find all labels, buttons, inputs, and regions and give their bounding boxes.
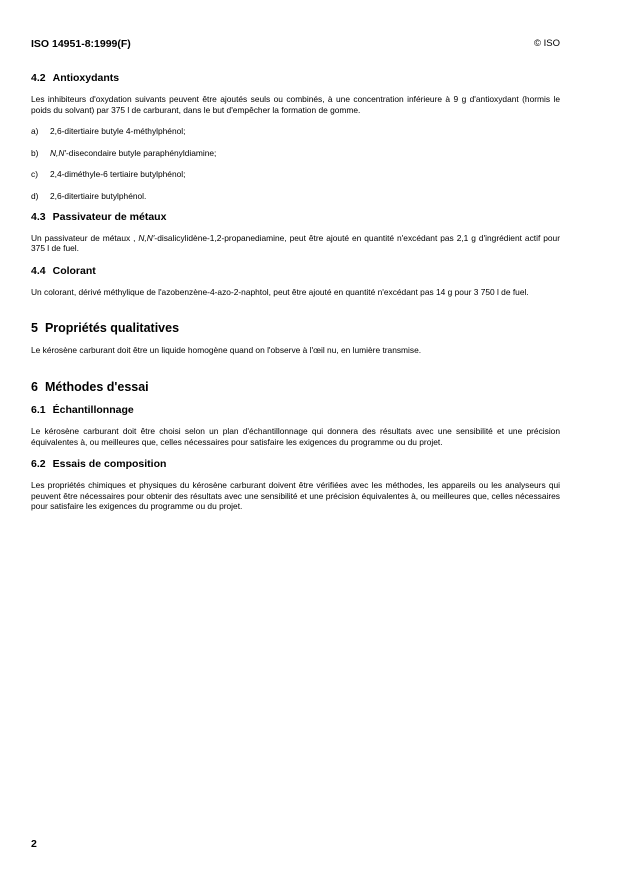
heading-4-3: 4.3 Passivateur de métaux <box>31 210 167 223</box>
copyright-notice: © ISO <box>533 38 560 49</box>
paragraph-6-2: Les propriétés chimiques et physiques du kérosène carburant doivent être vérifiées avec les méthodes, les appareils ou les analyseurs qui peuvent être nécessaires pour obtenir des résultats avec une sensibilité et une précision équivalentes à, ou meilleures que, celles nécessaires pour satisfaire les exigences du programme ou du projet. <box>31 480 560 512</box>
heading-4-4: 4.4 Colorant <box>31 264 96 277</box>
document-id: ISO 14951-8:1999(F) <box>31 38 131 50</box>
page-content <box>31 72 560 523</box>
list-item: c) 2,4-diméthyle-6 tertiaire butylphénol; <box>31 169 186 180</box>
paragraph-4-2-intro: Les inhibiteurs d'oxydation suivants peuvent être ajoutés seuls ou combinés, à une concentration inférieure à 9 g d'antioxydant (hormis le poids du solvant) par 375 l de carburant, dans le but d'empêcher la formation de gomme. <box>31 94 560 115</box>
list-item: b) N,N′-disecondaire butyle paraphényldiamine; <box>31 147 217 158</box>
heading-6: 6 Méthodes d'essai <box>31 379 149 394</box>
list-item: a) 2,6-ditertiaire butyle 4-méthylphénol; <box>31 126 186 137</box>
paragraph-4-4: Un colorant, dérivé méthylique de l'azobenzène-4-azo-2-naphtol, peut être ajouté en quantité n'excédant pas 14 g pour 3 750 l de fuel. <box>31 286 529 297</box>
paragraph-6-1: Le kérosène carburant doit être choisi selon un plan d'échantillonnage qui donnera des résultats avec une sensibilité et une précision équivalentes à, ou meilleures que, celles nécessaires pour satisfaire les exigences du programme ou du projet. <box>31 425 560 447</box>
heading-6-1: 6.1 Échantillonnage <box>31 403 134 416</box>
heading-4-2: 4.2 Antioxydants <box>31 72 120 84</box>
list-item: d) 2,6-ditertiaire butylphénol. <box>31 190 147 201</box>
heading-5: 5 Propriétés qualitatives <box>31 321 180 336</box>
paragraph-4-3: Un passivateur de métaux , N,N′-disalicylidène-1,2-propanediamine, peut être ajouté en quantité n'excédant pas 2,1 g d'ingrédient actif pour 375 l de fuel. <box>31 232 560 254</box>
heading-6-2: 6.2 Essais de composition <box>31 458 167 471</box>
page-number: 2 <box>31 838 37 850</box>
paragraph-5: Le kérosène carburant doit être un liquide homogène quand on l'observe à l'œil nu, en lumière transmise. <box>31 345 422 356</box>
